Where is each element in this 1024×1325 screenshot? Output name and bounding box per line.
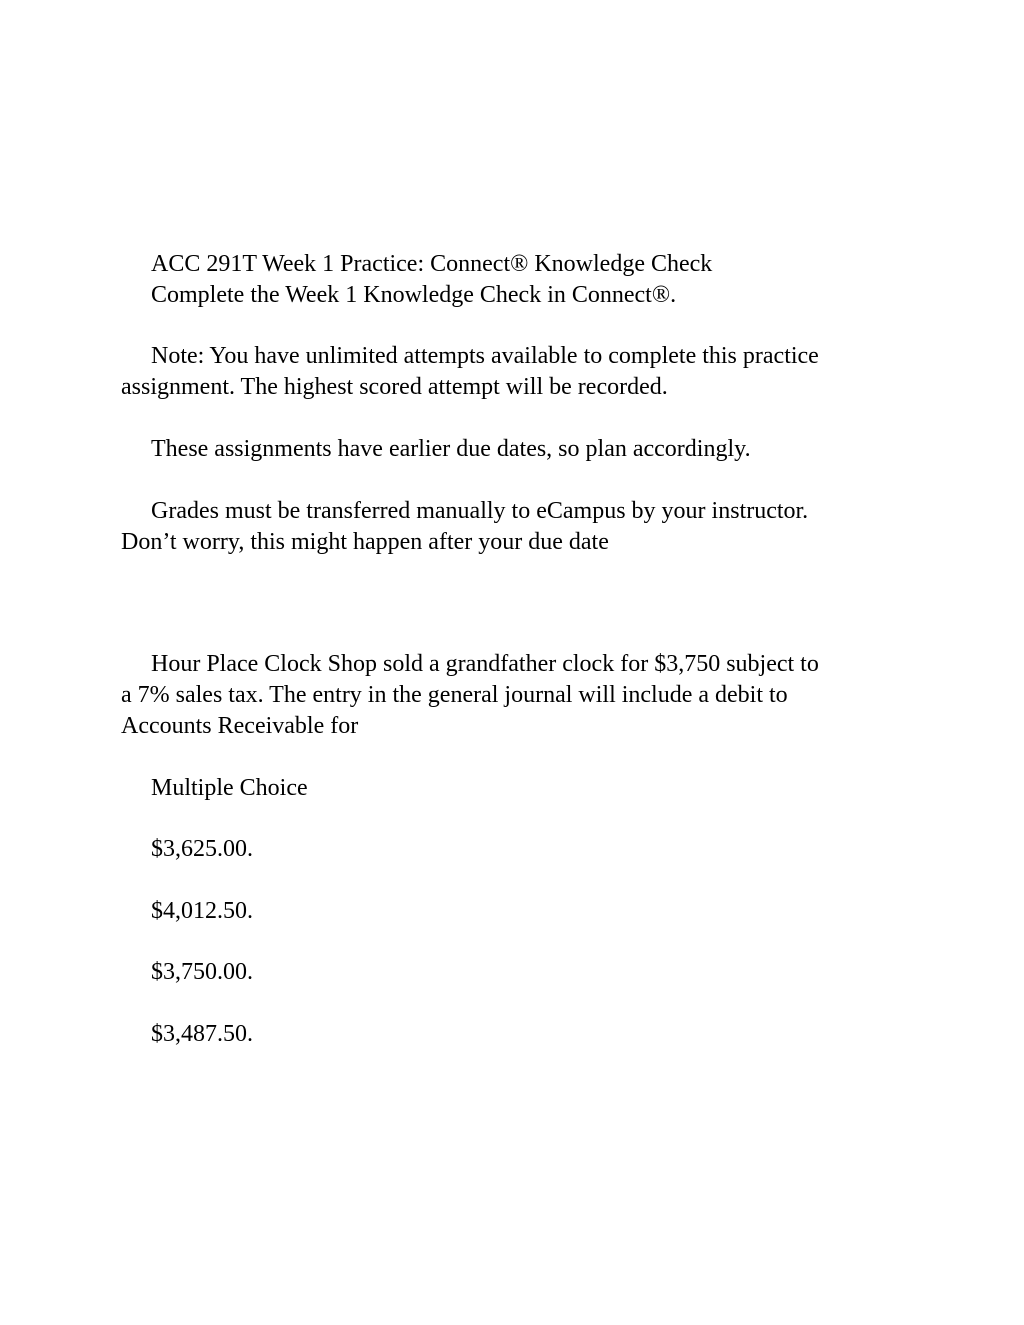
question-line-2: a 7% sales tax. The entry in the general journal will include a debit to	[121, 682, 788, 708]
document-title: ACC 291T Week 1 Practice: Connect® Knowledge Check	[151, 251, 713, 277]
question-type-label: Multiple Choice	[151, 775, 308, 801]
due-dates-note: These assignments have earlier due dates, so plan accordingly.	[151, 436, 751, 462]
grades-line-2: Don’t worry, this might happen after your due date	[121, 529, 609, 555]
question-line-3: Accounts Receivable for	[121, 713, 359, 739]
choice-option-2[interactable]: $4,012.50.	[151, 898, 253, 924]
note-line-2: assignment. The highest scored attempt will be recorded.	[121, 374, 668, 400]
choice-option-1[interactable]: $3,625.00.	[151, 836, 253, 862]
choice-option-4[interactable]: $3,487.50.	[151, 1021, 253, 1047]
question-line-1: Hour Place Clock Shop sold a grandfather clock for $3,750 subject to	[151, 651, 819, 677]
grades-line-1: Grades must be transferred manually to eCampus by your instructor.	[151, 498, 809, 524]
document-subtitle: Complete the Week 1 Knowledge Check in Connect®.	[151, 282, 677, 308]
choice-option-3[interactable]: $3,750.00.	[151, 959, 253, 985]
note-line-1: Note: You have unlimited attempts available to complete this practice	[151, 343, 819, 369]
